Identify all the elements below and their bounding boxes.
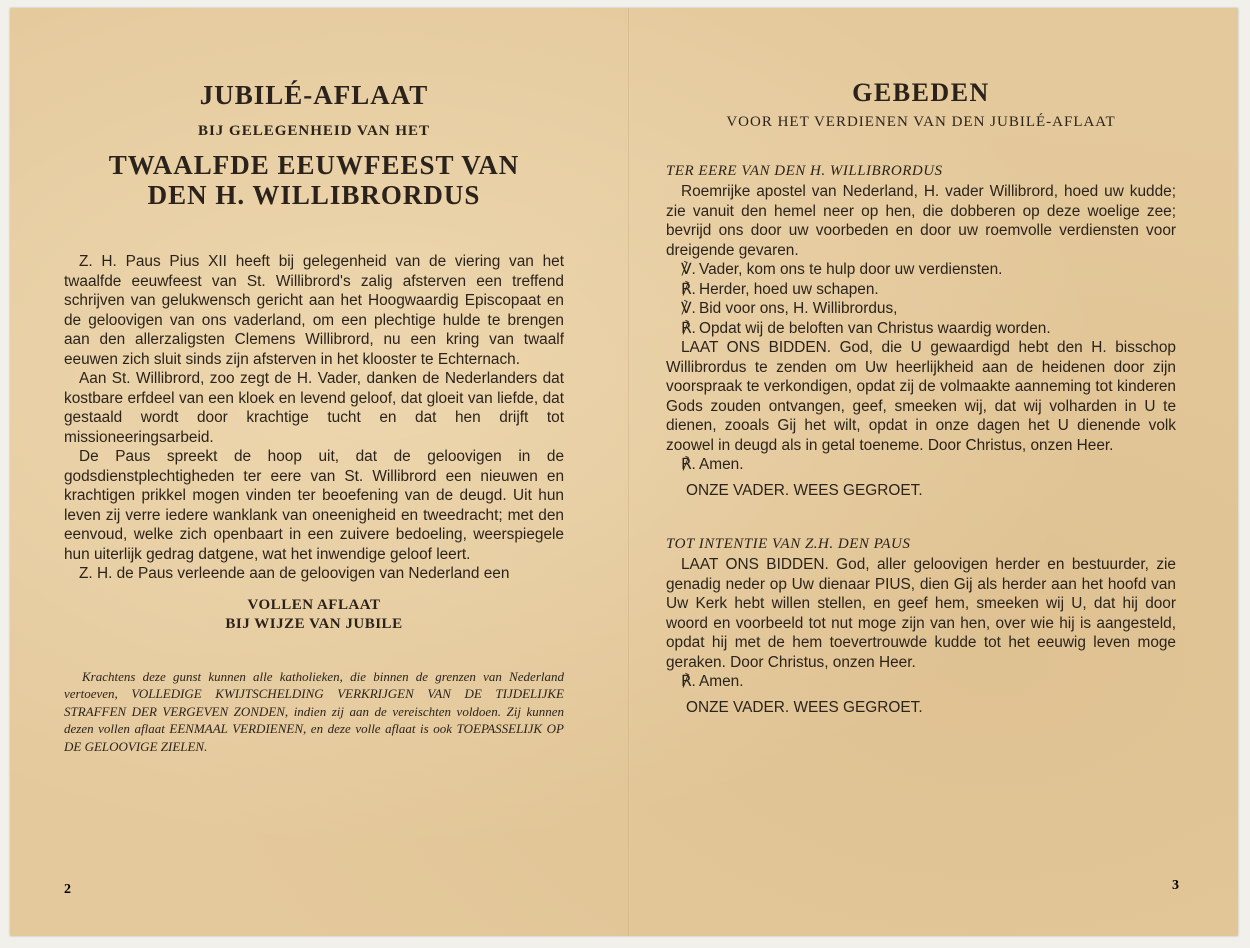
left-paragraph: Aan St. Willibrord, zoo zegt de H. Vader, danken de Nederlanders dat kostbare erfdeel van een kloek en levend geloof, dat gloeit van liefde, dat gestaald wordt door krachtige tucht en dat hen drijft tot missioneeringsarbeid.	[64, 370, 564, 446]
section-title-willibrordus: TER EERE VAN DEN H. WILLIBRORDUS	[666, 163, 943, 179]
response-symbol: ℟.	[681, 673, 696, 690]
section-paus	[666, 536, 1176, 717]
response-text: Vader, kom ons te hulp door uw verdiensten.	[699, 261, 1003, 278]
section-willibrordus	[666, 182, 1176, 500]
page-number-left: 2	[64, 882, 71, 897]
aflaat-line2: BIJ WIJZE VAN JUBILE	[225, 615, 403, 632]
response-line	[666, 260, 1176, 280]
left-title-line2: DEN H. WILLIBRORDUS	[147, 180, 481, 210]
left-title: JUBILÉ-AFLAAT	[199, 80, 429, 110]
amen-line	[666, 672, 1176, 692]
prayer-text: Roemrijke apostel van Nederland, H. vader Willibrord, hoed uw kudde; zie vanuit den hemel neer op hen, die dobberen op deze woelige zee; bevrijd ons door uw voorbeden en door uw roemvolle verdiensten voor dreigende gevaren.	[666, 183, 1176, 259]
right-page	[666, 74, 1176, 717]
response-symbol: ℟.	[681, 456, 696, 473]
oration-text: LAAT ONS BIDDEN. God, die U gewaardigd hebt den H. bisschop Willibrordus te zenden om Uw heerlijkheid aan de heidenen door zijn voorspraak te verkondigen, opdat zij de volmaakte aanneming tot kinderen Gods zouden ontvangen, geef, smeeken wij, dat wij volharden in U te dienen, zooals Gij het wilt, opdat in onze dagen het U dienende volk zoowel in deugd als in getal toeneme. Door Christus, onzen Heer.	[666, 339, 1176, 454]
response-symbol: ℟.	[681, 280, 696, 298]
amen-line	[666, 455, 1176, 475]
right-subheading: VOOR HET VERDIENEN VAN DEN JUBILÉ-AFLAAT	[726, 114, 1116, 130]
footnote: Krachtens deze gunst kunnen alle katholieken, die binnen de grenzen van Nederland vertoeven, VOLLEDIGE KWIJTSCHELDING VERKRIJGEN VAN DE TIJDELIJKE STRAFFEN DER VERGEVEN ZONDEN, indien zij aan de vereischten voldoen. Zij kunnen dezen vollen aflaat EENMAAL VERDIENEN, en deze volle aflaat is ook TOEPASSELIJK OP DE GELOOVIGE ZIELEN.	[64, 668, 564, 754]
left-paragraph: Z. H. Paus Pius XII heeft bij gelegenheid van de viering van het twaalfde eeuwfeest van St. Willibrord's zalig afsterven een treffend schrijven van gelukwensch gericht aan het Hoogwaardig Episcopaat en de geloovigen van ons vaderland, om een plechtige hulde te brengen aan den allerzaligsten Clemens Willibrord, nu een kring van twaalf eeuwen zich sluit sinds zijn afsterven in het klooster te Echternach.	[64, 253, 564, 368]
response-text: Bid voor ons, H. Willibrordus,	[699, 300, 898, 317]
left-subtitle: BIJ GELEGENHEID VAN HET	[197, 123, 431, 139]
response-text: Herder, hoed uw schapen.	[699, 280, 879, 298]
left-page	[64, 74, 564, 755]
oration-text: LAAT ONS BIDDEN. God, aller geloovigen herder en bestuurder, zie genadig neder op Uw dienaar PIUS, dien Gij als herder aan het hoofd van Uw Kerk hebt willen stellen, en geef hem, smeeken wij U, dat hij door woord en voorbeeld tot nut moge zijn van hen, over wie hij is aangesteld, opdat hij met de hem toevertrouwde kudde tot het eeuwig leven moge geraken. Door Christus, onzen Heer.	[666, 556, 1176, 671]
booklet-sheet	[10, 8, 1238, 936]
closing-prayers: ONZE VADER. WEES GEGROET.	[686, 698, 923, 716]
right-heading: GEBEDEN	[852, 78, 990, 107]
center-fold	[628, 8, 630, 936]
response-line	[666, 319, 1176, 339]
versicle-symbol: ℣.	[681, 261, 696, 278]
versicle-symbol: ℣.	[681, 300, 696, 317]
response-line	[666, 280, 1176, 300]
closing-prayers: ONZE VADER. WEES GEGROET.	[686, 481, 923, 499]
response-text: Opdat wij de beloften van Christus waardig worden.	[699, 319, 1051, 337]
left-body	[64, 252, 564, 584]
section-paus-body	[666, 555, 1176, 717]
left-title-line1: TWAALFDE EEUWFEEST VAN	[108, 150, 520, 180]
aflaat-line1: VOLLEN AFLAAT	[247, 596, 381, 613]
section-title-paus: TOT INTENTIE VAN Z.H. DEN PAUS	[666, 536, 911, 552]
page-number-right: 3	[1172, 878, 1179, 893]
response-symbol: ℟.	[681, 319, 696, 337]
left-paragraph: De Paus spreekt de hoop uit, dat de geloovigen in de godsdienstplechtigheden ter eere van St. Willibrord een nieuwen en krachtigen prikkel mogen vinden ter beoefening van de deugd. Uit hun leven zij verre iedere wanklank van oneenigheid en tweedracht; met den eenvoud, welke zich openbaart in een zuivere bedoeling, weerspiegele hun uiterlijk gedrag datgene, wat het inwendige geloof leert.	[64, 448, 564, 563]
amen-text: Amen.	[699, 673, 744, 690]
aflaat-heading	[64, 596, 564, 634]
left-paragraph: Z. H. de Paus verleende aan de geloovigen van Nederland een	[79, 565, 510, 582]
response-line	[666, 299, 1176, 319]
amen-text: Amen.	[699, 456, 744, 473]
